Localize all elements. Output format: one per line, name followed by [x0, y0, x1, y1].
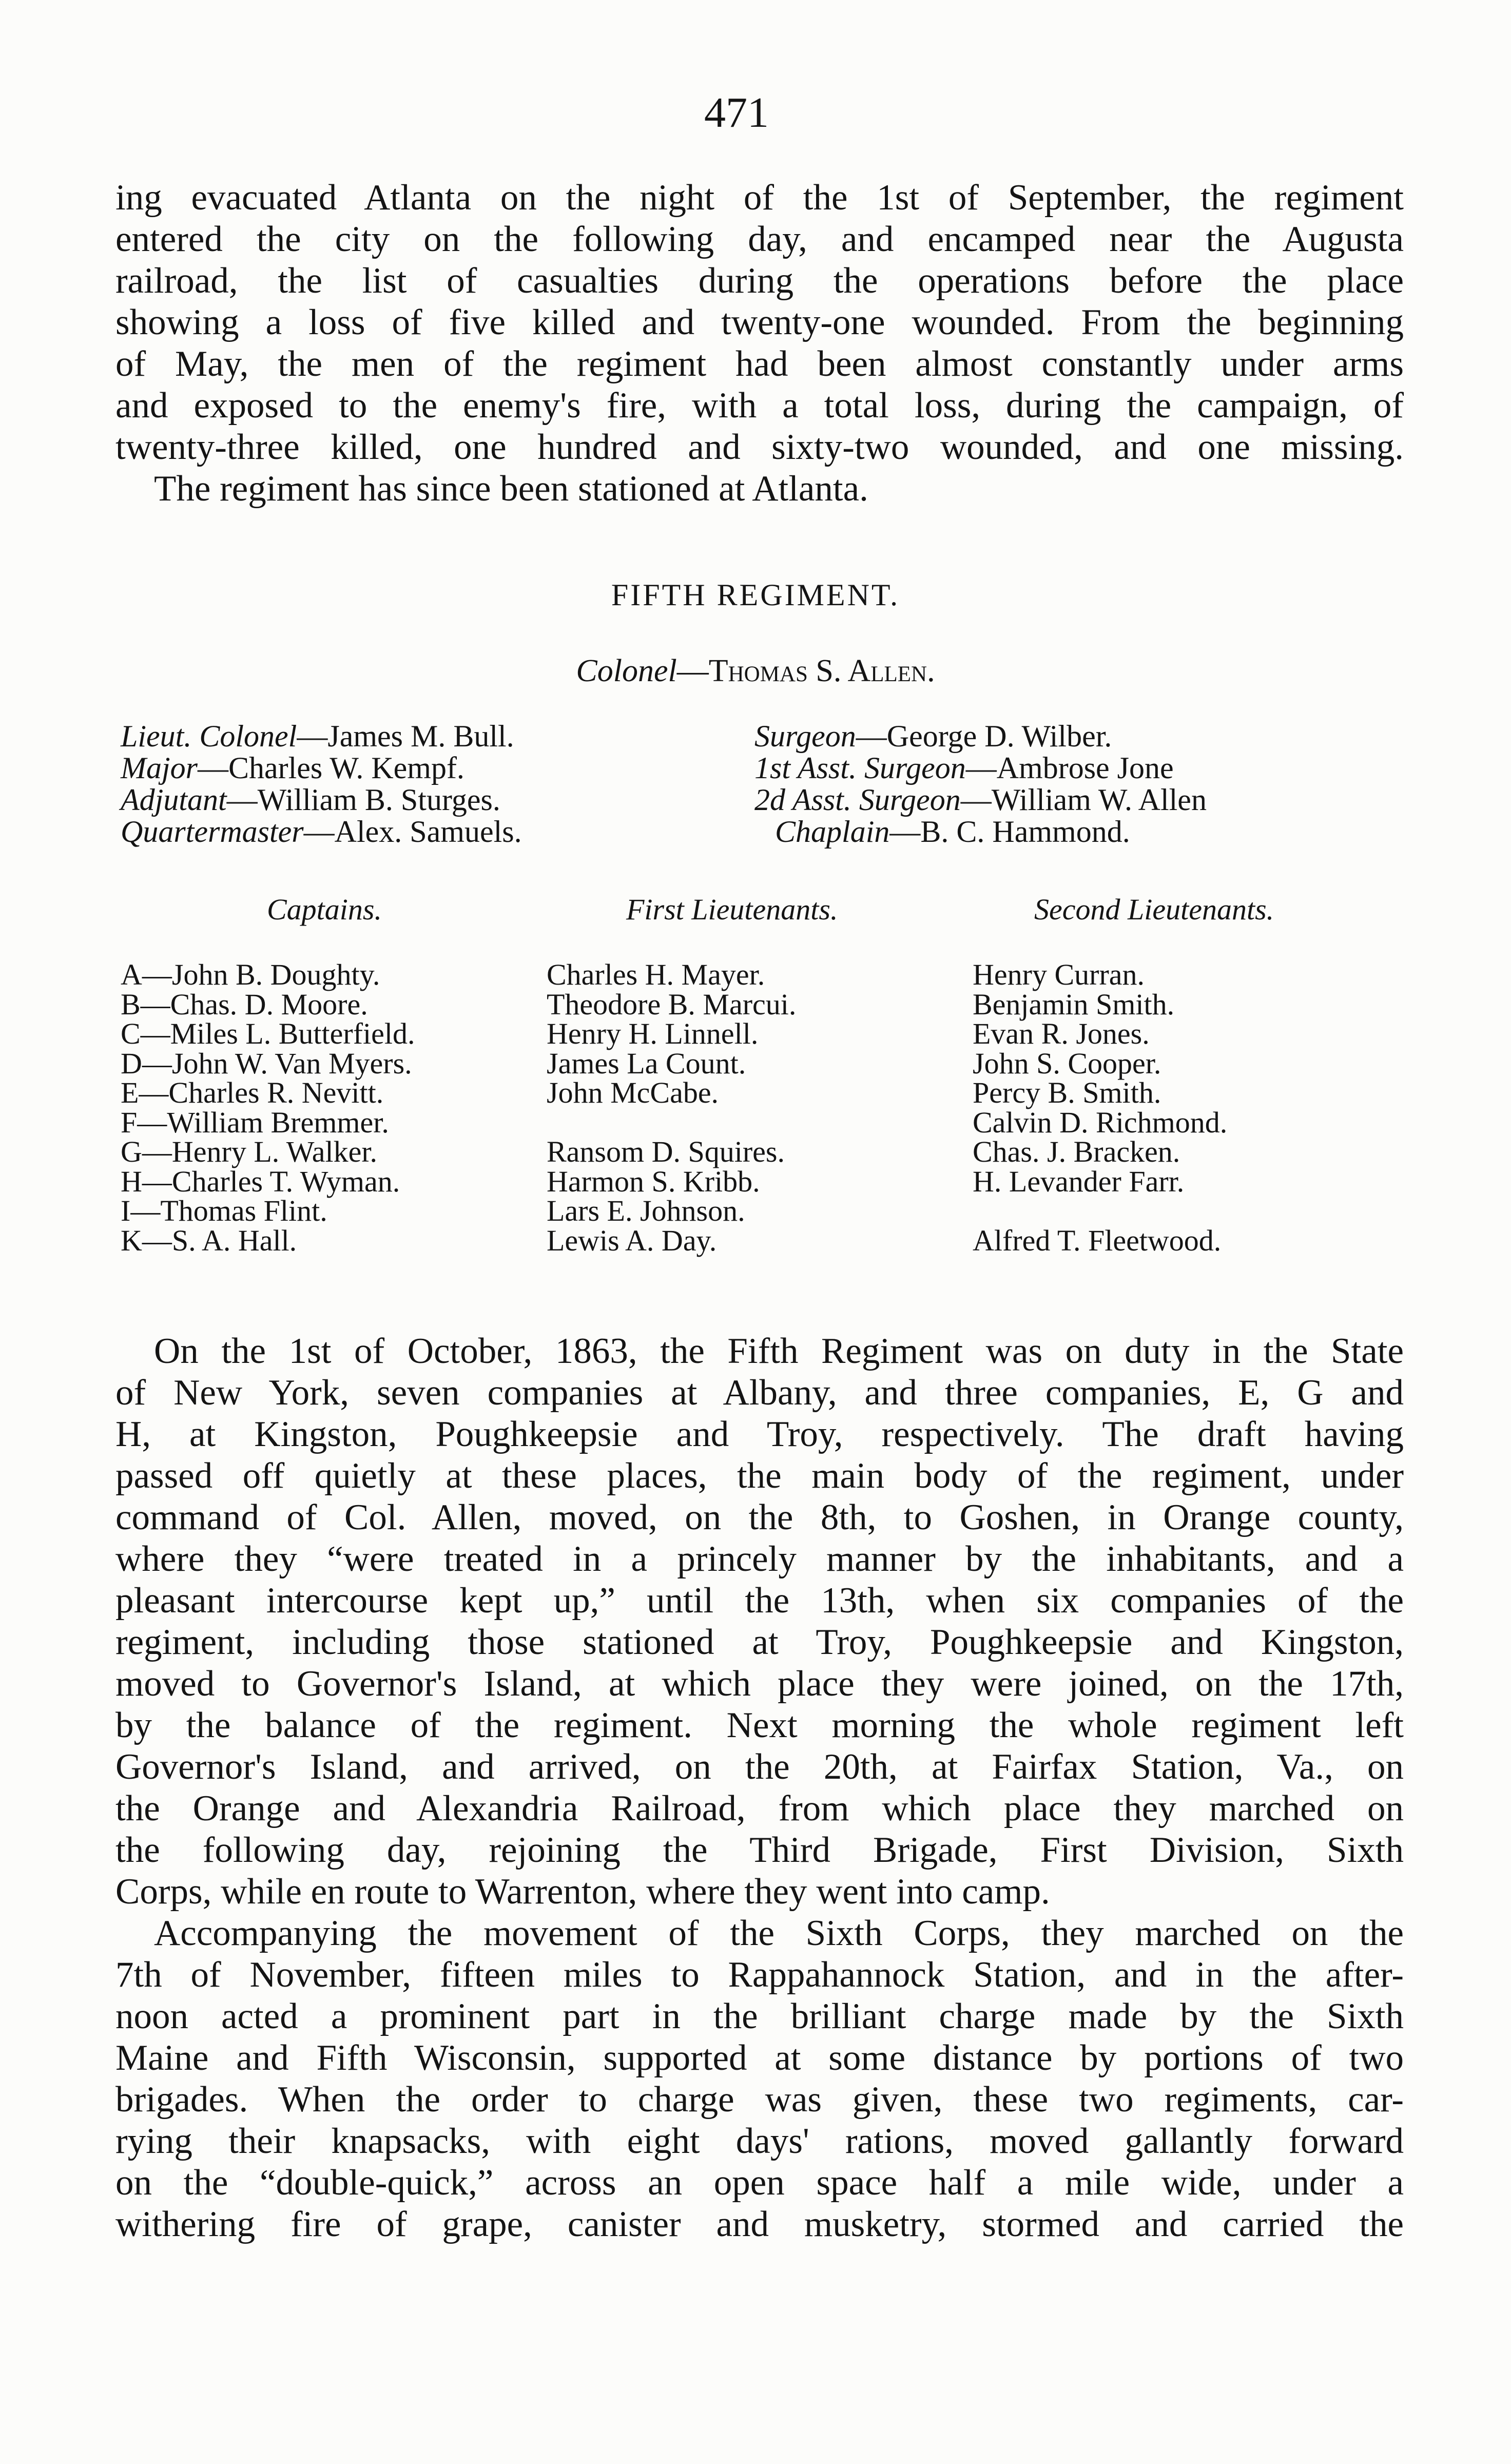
text-line: showing a loss of five killed and twenty-one wounded. From the beginning [115, 302, 1404, 342]
staff-name: Alex. Samuels. [334, 815, 522, 849]
roster-entry: Harmon S. Kribb. [547, 1164, 760, 1198]
text-line: and exposed to the enemy's fire, with a total loss, during the campaign, of [115, 386, 1404, 426]
roster-entry: Percy B. Smith. [973, 1076, 1161, 1109]
roster-entry: K—S. A. Hall. [121, 1223, 297, 1257]
roster-entry: James La Count. [547, 1046, 746, 1080]
staff-title: Adjutant [121, 783, 227, 817]
text-line: noon acted a prominent part in the brilliant charge made by the Sixth [115, 1996, 1404, 2036]
staff-left [121, 720, 522, 848]
text-line: brigades. When the order to charge was given, these two regiments, car- [115, 2080, 1404, 2120]
body-paragraph-2 [115, 1913, 1404, 2245]
text-line: Maine and Fifth Wisconsin, supported at some distance by portions of two [115, 2038, 1404, 2078]
roster-entry [547, 1108, 796, 1138]
staff-name: Charles W. Kempf. [228, 751, 464, 785]
text-line: pleasant intercourse kept up,” until the 13th, when six companies of the [115, 1581, 1404, 1621]
text-line: of May, the men of the regiment had been almost constantly under arms [115, 344, 1404, 384]
roster-entry: H—Charles T. Wyman. [121, 1164, 400, 1198]
staff-name: Ambrose Jone [996, 751, 1174, 785]
staff-title: Quartermaster [121, 815, 304, 849]
body-paragraph-1 [115, 1331, 1404, 1913]
roster-entry: Benjamin Smith. [973, 987, 1175, 1021]
roster-entry: John S. Cooper. [973, 1046, 1161, 1080]
second-lieutenants-heading: Second Lieutenants. [1034, 893, 1274, 926]
staff-title: 2d Asst. Surgeon [754, 783, 961, 817]
staff-title: Lieut. Colonel [121, 719, 297, 753]
section-heading: FIFTH REGIMENT. [611, 578, 900, 612]
text-line: by the balance of the regiment. Next morning the whole regiment left [115, 1705, 1404, 1745]
roster-entry: John McCabe. [547, 1076, 719, 1109]
colonel-title: Colonel [576, 653, 677, 688]
roster-entry: A—John B. Doughty. [121, 958, 380, 991]
text-line: On the 1st of October, 1863, the Fifth Regiment was on duty in the State [154, 1331, 1404, 1371]
staff-entry: Adjutant—William B. Sturges. [121, 783, 500, 817]
staff-title: Surgeon [754, 719, 856, 753]
text-line: The regiment has since been stationed at Atlanta. [154, 469, 868, 509]
roster-entry: Charles H. Mayer. [547, 958, 765, 991]
roster-entry: Lars E. Johnson. [547, 1194, 745, 1227]
staff-entry: Surgeon—George D. Wilber. [754, 719, 1112, 753]
staff-right [754, 720, 1207, 848]
roster-entry: Theodore B. Marcui. [547, 987, 797, 1021]
roster-entry [973, 1196, 1227, 1226]
text-line: Corps, while en route to Warrenton, where they went into camp. [115, 1872, 1050, 1912]
text-line: on the “double-quick,” across an open space half a mile wide, under a [115, 2163, 1404, 2203]
text-line: Governor's Island, and arrived, on the 20th, at Fairfax Station, Va., on [115, 1747, 1404, 1787]
captains-column [121, 960, 415, 1255]
roster-entry: Evan R. Jones. [973, 1017, 1150, 1050]
text-line: rying their knapsacks, with eight days' rations, moved gallantly forward [115, 2121, 1404, 2161]
roster-entry: H. Levander Farr. [973, 1164, 1185, 1198]
staff-entry: Chaplain—B. C. Hammond. [775, 815, 1130, 849]
roster-entry: Lewis A. Day. [547, 1223, 717, 1257]
roster-entry: Henry Curran. [973, 958, 1145, 991]
text-line: command of Col. Allen, moved, on the 8th, to Goshen, in Orange county, [115, 1497, 1404, 1537]
staff-entry: 2d Asst. Surgeon—William W. Allen [754, 783, 1207, 817]
staff-title: 1st Asst. Surgeon [754, 751, 966, 785]
staff-title: Major [121, 751, 198, 785]
roster-entry: Alfred T. Fleetwood. [973, 1223, 1222, 1257]
colonel-line [0, 653, 1511, 689]
roster-entry: C—Miles L. Butterfield. [121, 1017, 415, 1050]
staff-name: B. C. Hammond. [920, 815, 1130, 849]
roster-entry: I—Thomas Flint. [121, 1194, 327, 1227]
text-line: withering fire of grape, canister and musketry, stormed and carried the [115, 2204, 1404, 2244]
intro-paragraph [115, 177, 1404, 510]
page-number: 471 [704, 89, 769, 137]
staff-name: George D. Wilber. [886, 719, 1112, 753]
text-line: Accompanying the movement of the Sixth Corps, they marched on the [154, 1913, 1404, 1953]
first-lieutenants-heading: First Lieutenants. [626, 893, 838, 926]
colonel-name: Thomas S. Allen. [708, 653, 935, 688]
staff-title: Chaplain [775, 815, 890, 849]
staff-entry: Major—Charles W. Kempf. [121, 751, 464, 785]
first-lieutenants-column [547, 960, 796, 1255]
staff-name: William B. Sturges. [257, 783, 500, 817]
text-line: railroad, the list of casualties during the operations before the place [115, 261, 1404, 301]
staff-name: James M. Bull. [327, 719, 514, 753]
text-line: 7th of November, fifteen miles to Rappahannock Station, and in the after- [115, 1955, 1404, 1995]
roster-entry: Ransom D. Squires. [547, 1135, 785, 1168]
text-line: moved to Governor's Island, at which place they were joined, on the 17th, [115, 1664, 1404, 1704]
roster-entry: B—Chas. D. Moore. [121, 987, 368, 1021]
text-line: the following day, rejoining the Third Brigade, First Division, Sixth [115, 1830, 1404, 1870]
text-line: the Orange and Alexandria Railroad, from which place they marched on [115, 1788, 1404, 1828]
text-line: regiment, including those stationed at Troy, Poughkeepsie and Kingston, [115, 1622, 1404, 1662]
roster-entry: Chas. J. Bracken. [973, 1135, 1180, 1168]
text-line: of New York, seven companies at Albany, and three companies, E, G and [115, 1373, 1404, 1413]
captains-heading: Captains. [267, 893, 382, 926]
roster-entry: F—William Bremmer. [121, 1105, 389, 1139]
second-lieutenants-column [973, 960, 1227, 1255]
roster-entry: D—John W. Van Myers. [121, 1046, 412, 1080]
staff-entry: Lieut. Colonel—James M. Bull. [121, 719, 514, 753]
roster-entry: E—Charles R. Nevitt. [121, 1076, 384, 1109]
text-line: ing evacuated Atlanta on the night of the 1st of September, the regiment [115, 178, 1404, 218]
text-line: passed off quietly at these places, the main body of the regiment, under [115, 1456, 1404, 1496]
text-line: twenty-three killed, one hundred and sixty-two wounded, and one missing. [115, 427, 1404, 467]
staff-entry: Quartermaster—Alex. Samuels. [121, 815, 522, 849]
roster-entry: G—Henry L. Walker. [121, 1135, 378, 1168]
roster-entry: Calvin D. Richmond. [973, 1105, 1228, 1139]
roster-entry: Henry H. Linnell. [547, 1017, 759, 1050]
dash: — [676, 653, 709, 688]
text-line: where they “were treated in a princely manner by the inhabitants, and a [115, 1539, 1404, 1579]
text-line: entered the city on the following day, and encamped near the Augusta [115, 219, 1404, 259]
staff-name: William W. Allen [991, 783, 1207, 817]
text-line: H, at Kingston, Poughkeepsie and Troy, respectively. The draft having [115, 1414, 1404, 1454]
staff-entry: 1st Asst. Surgeon—Ambrose Jone [754, 751, 1174, 785]
